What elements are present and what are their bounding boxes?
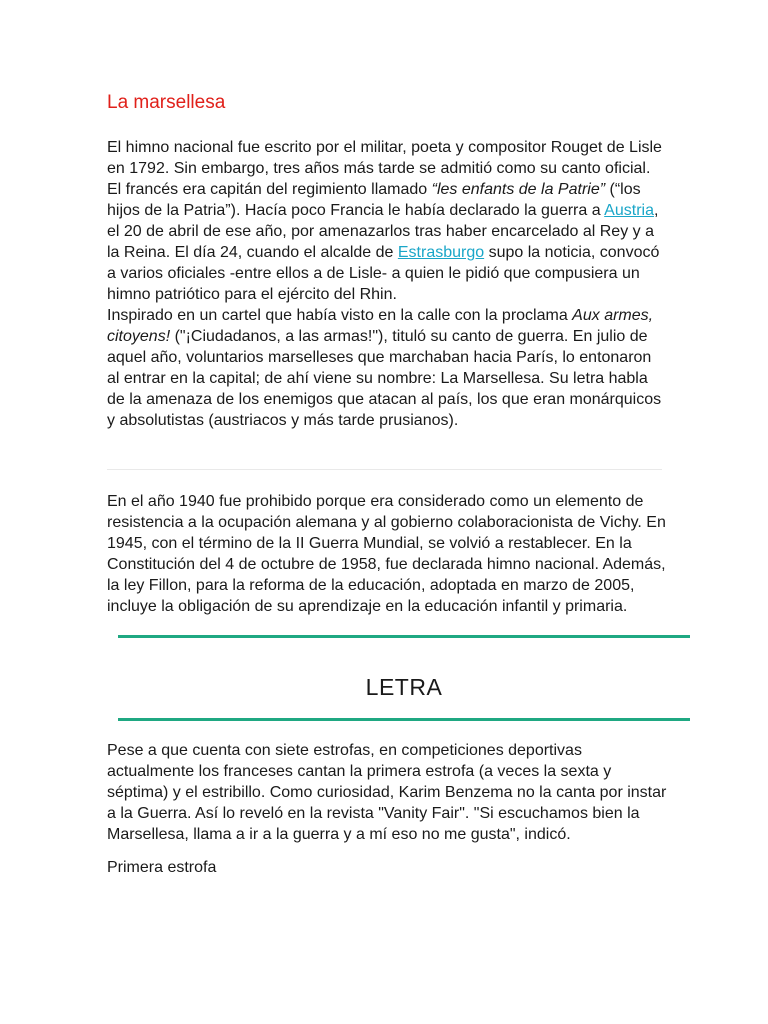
subheading-first-stanza: Primera estrofa <box>107 859 217 876</box>
text-span: , el 20 de abril de ese año, por amenazarlos tras haber encarcelado al Rey y a la Reina. El día 24, cuando el alcalde de <box>107 202 659 261</box>
text-span: Inspirado en un cartel que había visto en la calle con la proclama <box>107 307 573 324</box>
paragraph-prohibition: En el año 1940 fue prohibido porque era considerado como un elemento de resistencia a la ocupación alemana y al gobierno colaboracionista de Vichy. En 1945, con el término de la II Guerra Mundial, se volvió a restablecer. En la Constitución del 4 de octubre de 1958, fue declarada himno nacional. Además, la ley Fillon, para la reforma de la educación, adoptada en marzo de 2005, incluye la obligación de su aprendizaje en la educación infantil y primaria. <box>107 493 666 615</box>
italic-proclamation: Aux armes, citoyens! <box>107 307 654 345</box>
text-span: ("¡Ciudadanos, a las armas!"), tituló su canto de guerra. En julio de aquel año, voluntarios marselleses que marchaban hacia París, lo entonaron al entrar en la capital; de ahí viene su nombre: La Marsellesa. Su letra habla de la amenaza de los enemigos que atacan al país, los que eran monárquicos y absolutistas (austriacos y más tarde prusianos). <box>107 328 662 429</box>
italic-quote: “les enfants de la Patrie” <box>431 181 606 198</box>
link-austria[interactable]: Austria <box>604 202 654 219</box>
green-divider-bottom <box>118 718 690 721</box>
paragraph-history <box>107 137 667 431</box>
paragraph-lyrics-intro: Pese a que cuenta con siete estrofas, en competiciones deportivas actualmente los franceses cantan la primera estrofa (a veces la sexta y séptima) y el estribillo. Como curiosidad, Karim Benzema no la canta por instar a la Guerra. Así lo reveló en la revista "Vanity Fair". "Si escuchamos bien la Marsellesa, llama a ir a la guerra y a mí eso no me gusta", indicó. <box>107 742 667 843</box>
text-span: supo la noticia, convocó a varios oficiales -entre ellos a de Lisle- a quien le pidió que compusiera un himno patriótico para el ejército del Rhin. <box>107 244 660 303</box>
text-span: (“los hijos de la Patria”). Hacía poco Francia le había declarado la guerra a <box>107 181 641 219</box>
divider <box>107 469 662 470</box>
green-divider-top <box>118 635 690 638</box>
link-estrasburgo[interactable]: Estrasburgo <box>397 244 485 261</box>
text-span: El himno nacional fue escrito por el militar, poeta y compositor Rouget de Lisle en 1792. Sin embargo, tres años más tarde se admitió como su canto oficial. El francés era capitán del regimiento llamado <box>107 139 662 198</box>
section-heading-letra: LETRA <box>365 674 443 700</box>
page-title: La marsellesa <box>107 92 226 113</box>
